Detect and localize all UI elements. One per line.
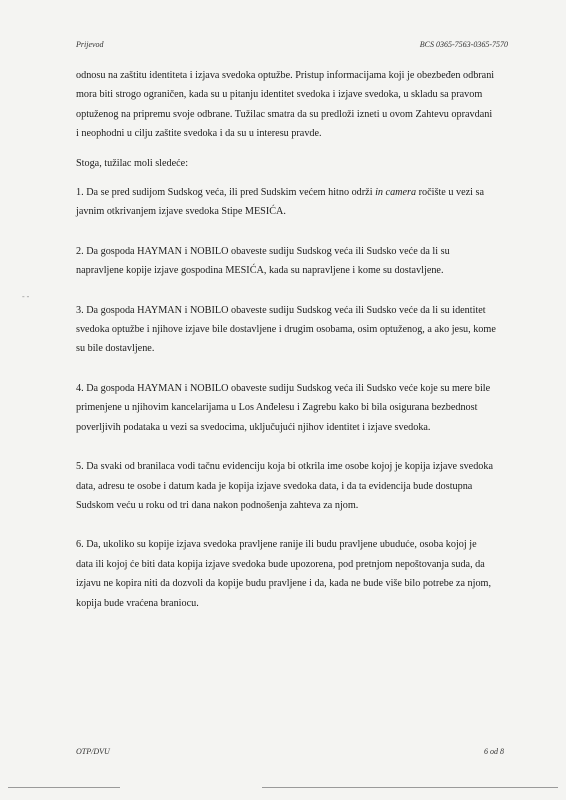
request-item-1-before: 1. Da se pred sudijom Sudskog veća, ili pred Sudskim većem hitno održi (76, 187, 376, 199)
request-item-6: 6. Da, ukoliko su kopije izjava svedoka pravljene ranije ili budu pravljene ubuduće, osoba kojoj je data ili kojoj će biti data kopija izjave svedoka bude upozorena, pod pretnjom nepoštovanja suda, da izjavu ne kopira niti da dozvoli da kopije budu pravljene i da, kada ne bude više bilo potrebe za njom, kopija bude vraćena braniocu. (76, 539, 492, 609)
request-item-3: 3. Da gospoda HAYMAN i NOBILO obaveste sudiju Sudskog veća ili Sudsko veće da li su identitet svedoka optužbe i njihove izjave bile dostavljene i drugim osobama, osim optuženog, a ako jesu, kome su bile dostavljene. (76, 304, 496, 355)
request-item-1-after: ročište u vezi sa javnim otkrivanjem izjave svedoka Stipe MESIĆA. (76, 187, 484, 218)
intro-paragraph: odnosu na zaštitu identiteta i izjava svedoka optužbe. Pristup informacijama koji je obezbeđen odbrani mora biti strogo ograničen, kada su u pitanju identitet svedoka i izjave svedoka, u skladu sa pravom optuženog na pripremu svoje odbrane. Tužilac smatra da su predloži izneti u ovom Zahtevu opravdani i neophodni u cilju zaštite svedoka i da su u interesu pravde. (76, 70, 495, 140)
request-item-1 (76, 183, 496, 222)
header-document-number: BCS 0365-7563-0365-7570 (419, 40, 508, 49)
document-body (76, 66, 496, 613)
request-item-5: 5. Da svaki od branilaca vodi tačnu evidenciju koja bi otkrila ime osobe kojoj je kopija izjave svedoka data, adresu te osobe i datum kada je kopija izjave svedoka data, i da ta evidencija bude dostupna Sudskom veću u roku od tri dana nakon podnošenja zahteva za njom. (76, 461, 494, 511)
margin-mark: - - (22, 292, 30, 301)
request-lead-in: Stoga, tužilac moli sledeće: (76, 157, 189, 169)
request-item-1-italic: in camera (375, 187, 417, 199)
request-item-4: 4. Da gospoda HAYMAN i NOBILO obaveste sudiju Sudskog veća ili Sudsko veće koje su mere bile primenjene u njihovim kancelarijama u Los Anđelesu i Zagrebu kako bi bila osigurana bezbednost poverljivih podataka u vezi sa svedocima, uključujući njihov identitet i izjave svedoka. (76, 382, 491, 433)
footer-office-code: OTP/DVU (76, 747, 110, 756)
bottom-rule-left (8, 787, 120, 788)
request-item-2: 2. Da gospoda HAYMAN i NOBILO obaveste sudiju Sudskog veća ili Sudsko veće da li su napravljene kopije izjave gospodina MESIĆA, kada su napravljene i kome su dostavljene. (76, 245, 450, 277)
header-translation-label: Prijevod (76, 40, 104, 49)
bottom-rule-right (262, 787, 558, 788)
footer-page-number: 6 od 8 (484, 747, 504, 756)
